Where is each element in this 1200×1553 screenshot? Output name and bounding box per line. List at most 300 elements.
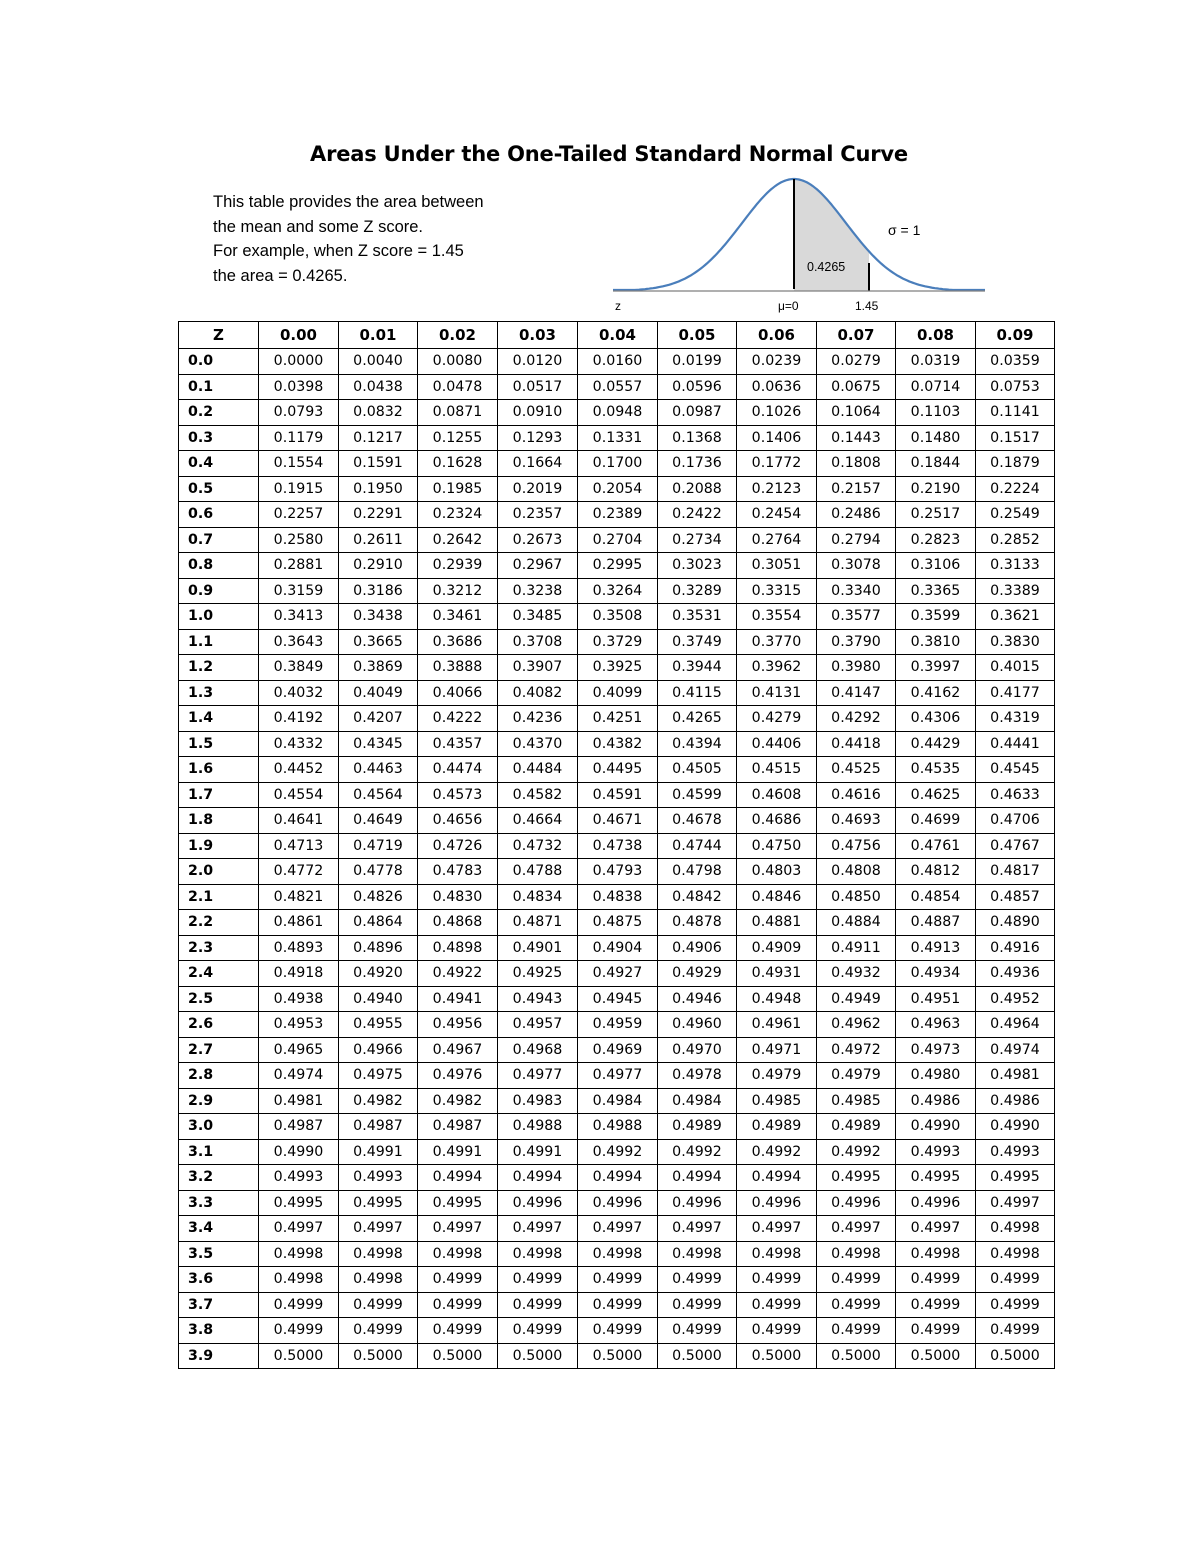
area-cell: 0.4706 bbox=[976, 808, 1055, 834]
area-cell: 0.4999 bbox=[498, 1267, 578, 1293]
area-cell: 0.4999 bbox=[658, 1292, 737, 1318]
area-cell: 0.1591 bbox=[339, 451, 418, 477]
area-cell: 0.1103 bbox=[896, 400, 976, 426]
area-cell: 0.4999 bbox=[976, 1267, 1055, 1293]
area-cell: 0.2517 bbox=[896, 502, 976, 528]
table-row bbox=[179, 1241, 1055, 1267]
area-cell: 0.4265 bbox=[658, 706, 737, 732]
area-cell: 0.4974 bbox=[976, 1037, 1055, 1063]
area-cell: 0.3078 bbox=[817, 553, 896, 579]
area-cell: 0.1293 bbox=[498, 425, 578, 451]
area-cell: 0.4649 bbox=[339, 808, 418, 834]
area-cell: 0.4981 bbox=[976, 1063, 1055, 1089]
area-cell: 0.4608 bbox=[737, 782, 817, 808]
area-cell: 0.4974 bbox=[259, 1063, 339, 1089]
area-cell: 0.2734 bbox=[658, 527, 737, 553]
area-cell: 0.4956 bbox=[418, 1012, 498, 1038]
area-cell: 0.4996 bbox=[498, 1190, 578, 1216]
area-cell: 0.4896 bbox=[339, 935, 418, 961]
area-cell: 0.1217 bbox=[339, 425, 418, 451]
area-cell: 0.4977 bbox=[498, 1063, 578, 1089]
z-value-cell: 2.6 bbox=[179, 1012, 259, 1038]
area-cell: 0.4884 bbox=[817, 910, 896, 936]
z-value-cell: 3.3 bbox=[179, 1190, 259, 1216]
area-cell: 0.1736 bbox=[658, 451, 737, 477]
table-row bbox=[179, 1318, 1055, 1344]
area-cell: 0.4996 bbox=[578, 1190, 658, 1216]
area-cell: 0.4943 bbox=[498, 986, 578, 1012]
area-cell: 0.4582 bbox=[498, 782, 578, 808]
area-cell: 0.4971 bbox=[737, 1037, 817, 1063]
area-cell: 0.4463 bbox=[339, 757, 418, 783]
table-row bbox=[179, 1114, 1055, 1140]
area-cell: 0.4998 bbox=[339, 1241, 418, 1267]
z-value-cell: 2.2 bbox=[179, 910, 259, 936]
area-cell: 0.0832 bbox=[339, 400, 418, 426]
area-cell: 0.1844 bbox=[896, 451, 976, 477]
z-value-cell: 1.9 bbox=[179, 833, 259, 859]
table-row bbox=[179, 1088, 1055, 1114]
area-cell: 0.4999 bbox=[658, 1267, 737, 1293]
area-cell: 0.3531 bbox=[658, 604, 737, 630]
area-cell: 0.4099 bbox=[578, 680, 658, 706]
area-cell: 0.4992 bbox=[817, 1139, 896, 1165]
table-row bbox=[179, 1216, 1055, 1242]
z-value-cell: 1.3 bbox=[179, 680, 259, 706]
area-cell: 0.2910 bbox=[339, 553, 418, 579]
z-value-cell: 3.0 bbox=[179, 1114, 259, 1140]
area-cell: 0.4966 bbox=[339, 1037, 418, 1063]
z-value-cell: 2.0 bbox=[179, 859, 259, 885]
area-cell: 0.4901 bbox=[498, 935, 578, 961]
area-cell: 0.2422 bbox=[658, 502, 737, 528]
area-cell: 0.0279 bbox=[817, 349, 896, 375]
table-row bbox=[179, 782, 1055, 808]
area-cell: 0.3888 bbox=[418, 655, 498, 681]
area-cell: 0.3749 bbox=[658, 629, 737, 655]
area-cell: 0.4984 bbox=[578, 1088, 658, 1114]
area-cell: 0.4983 bbox=[498, 1088, 578, 1114]
z-value-cell: 0.1 bbox=[179, 374, 259, 400]
area-cell: 0.4826 bbox=[339, 884, 418, 910]
area-cell: 0.2611 bbox=[339, 527, 418, 553]
area-cell: 0.4834 bbox=[498, 884, 578, 910]
area-cell: 0.0398 bbox=[259, 374, 339, 400]
area-cell: 0.0478 bbox=[418, 374, 498, 400]
area-cell: 0.4474 bbox=[418, 757, 498, 783]
area-cell: 0.4868 bbox=[418, 910, 498, 936]
area-cell: 0.4999 bbox=[976, 1292, 1055, 1318]
table-row bbox=[179, 1292, 1055, 1318]
area-cell: 0.4999 bbox=[658, 1318, 737, 1344]
area-cell: 0.4535 bbox=[896, 757, 976, 783]
area-cell: 0.2019 bbox=[498, 476, 578, 502]
area-cell: 0.4995 bbox=[418, 1190, 498, 1216]
area-cell: 0.4975 bbox=[339, 1063, 418, 1089]
area-cell: 0.4429 bbox=[896, 731, 976, 757]
area-cell: 0.4505 bbox=[658, 757, 737, 783]
area-cell: 0.4984 bbox=[658, 1088, 737, 1114]
area-cell: 0.4664 bbox=[498, 808, 578, 834]
table-row bbox=[179, 476, 1055, 502]
intro-line: For example, when Z score = 1.45 bbox=[213, 242, 464, 260]
area-cell: 0.4778 bbox=[339, 859, 418, 885]
area-cell: 0.4418 bbox=[817, 731, 896, 757]
area-cell: 0.4992 bbox=[578, 1139, 658, 1165]
area-cell: 0.2580 bbox=[259, 527, 339, 553]
area-cell: 0.4319 bbox=[976, 706, 1055, 732]
area-cell: 0.4991 bbox=[339, 1139, 418, 1165]
area-cell: 0.3508 bbox=[578, 604, 658, 630]
area-cell: 0.4357 bbox=[418, 731, 498, 757]
area-cell: 0.4082 bbox=[498, 680, 578, 706]
area-cell: 0.3159 bbox=[259, 578, 339, 604]
area-cell: 0.2486 bbox=[817, 502, 896, 528]
area-cell: 0.3389 bbox=[976, 578, 1055, 604]
column-header: 0.09 bbox=[976, 322, 1055, 349]
area-cell: 0.4999 bbox=[418, 1318, 498, 1344]
table-row bbox=[179, 1267, 1055, 1293]
column-header: 0.04 bbox=[578, 322, 658, 349]
area-cell: 0.4406 bbox=[737, 731, 817, 757]
area-cell: 0.4948 bbox=[737, 986, 817, 1012]
area-cell: 0.4967 bbox=[418, 1037, 498, 1063]
area-cell: 0.4997 bbox=[578, 1216, 658, 1242]
area-cell: 0.3621 bbox=[976, 604, 1055, 630]
area-cell: 0.3849 bbox=[259, 655, 339, 681]
area-cell: 0.4988 bbox=[498, 1114, 578, 1140]
area-cell: 0.4997 bbox=[737, 1216, 817, 1242]
area-cell: 0.4945 bbox=[578, 986, 658, 1012]
area-cell: 0.4750 bbox=[737, 833, 817, 859]
area-cell: 0.4999 bbox=[339, 1318, 418, 1344]
area-cell: 0.4996 bbox=[896, 1190, 976, 1216]
z-value-cell: 0.4 bbox=[179, 451, 259, 477]
area-cell: 0.4959 bbox=[578, 1012, 658, 1038]
area-cell: 0.3643 bbox=[259, 629, 339, 655]
area-cell: 0.4941 bbox=[418, 986, 498, 1012]
area-cell: 0.4115 bbox=[658, 680, 737, 706]
area-cell: 0.3708 bbox=[498, 629, 578, 655]
area-cell: 0.4989 bbox=[737, 1114, 817, 1140]
column-header: 0.06 bbox=[737, 322, 817, 349]
area-cell: 0.4545 bbox=[976, 757, 1055, 783]
area-cell: 0.3830 bbox=[976, 629, 1055, 655]
area-cell: 0.4726 bbox=[418, 833, 498, 859]
area-cell: 0.4936 bbox=[976, 961, 1055, 987]
area-cell: 0.4713 bbox=[259, 833, 339, 859]
z-axis-label: z bbox=[615, 299, 621, 313]
area-cell: 0.0910 bbox=[498, 400, 578, 426]
area-cell: 0.4999 bbox=[817, 1292, 896, 1318]
area-cell: 0.4999 bbox=[498, 1292, 578, 1318]
area-cell: 0.4993 bbox=[339, 1165, 418, 1191]
area-cell: 0.4306 bbox=[896, 706, 976, 732]
area-cell: 0.3212 bbox=[418, 578, 498, 604]
area-cell: 0.3133 bbox=[976, 553, 1055, 579]
table-row bbox=[179, 680, 1055, 706]
area-cell: 0.4999 bbox=[737, 1267, 817, 1293]
area-cell: 0.0557 bbox=[578, 374, 658, 400]
area-cell: 0.2995 bbox=[578, 553, 658, 579]
area-cell: 0.4756 bbox=[817, 833, 896, 859]
area-cell: 0.4999 bbox=[896, 1267, 976, 1293]
area-cell: 0.4957 bbox=[498, 1012, 578, 1038]
area-cell: 0.2123 bbox=[737, 476, 817, 502]
area-cell: 0.3289 bbox=[658, 578, 737, 604]
z-value-cell: 3.5 bbox=[179, 1241, 259, 1267]
area-cell: 0.4625 bbox=[896, 782, 976, 808]
area-cell: 0.5000 bbox=[896, 1343, 976, 1369]
area-cell: 0.4960 bbox=[658, 1012, 737, 1038]
area-cell: 0.2190 bbox=[896, 476, 976, 502]
area-cell: 0.4515 bbox=[737, 757, 817, 783]
area-cell: 0.4953 bbox=[259, 1012, 339, 1038]
area-cell: 0.3554 bbox=[737, 604, 817, 630]
area-cell: 0.4927 bbox=[578, 961, 658, 987]
area-cell: 0.2764 bbox=[737, 527, 817, 553]
z-value-cell: 3.7 bbox=[179, 1292, 259, 1318]
area-cell: 0.4992 bbox=[737, 1139, 817, 1165]
area-cell: 0.2357 bbox=[498, 502, 578, 528]
column-header: 0.00 bbox=[259, 322, 339, 349]
area-cell: 0.4049 bbox=[339, 680, 418, 706]
z-value-cell: 0.5 bbox=[179, 476, 259, 502]
area-cell: 0.1179 bbox=[259, 425, 339, 451]
area-cell: 0.4998 bbox=[817, 1241, 896, 1267]
area-cell: 0.4998 bbox=[737, 1241, 817, 1267]
area-cell: 0.4906 bbox=[658, 935, 737, 961]
area-cell: 0.4830 bbox=[418, 884, 498, 910]
area-cell: 0.4918 bbox=[259, 961, 339, 987]
area-cell: 0.4744 bbox=[658, 833, 737, 859]
area-cell: 0.1554 bbox=[259, 451, 339, 477]
area-cell: 0.4441 bbox=[976, 731, 1055, 757]
area-cell: 0.2054 bbox=[578, 476, 658, 502]
area-cell: 0.2794 bbox=[817, 527, 896, 553]
area-cell: 0.4913 bbox=[896, 935, 976, 961]
area-cell: 0.2704 bbox=[578, 527, 658, 553]
area-cell: 0.0675 bbox=[817, 374, 896, 400]
area-cell: 0.4951 bbox=[896, 986, 976, 1012]
table-row bbox=[179, 1037, 1055, 1063]
area-cell: 0.4979 bbox=[737, 1063, 817, 1089]
z-value-cell: 2.3 bbox=[179, 935, 259, 961]
area-cell: 0.4999 bbox=[976, 1318, 1055, 1344]
area-cell: 0.0120 bbox=[498, 349, 578, 375]
area-cell: 0.4998 bbox=[658, 1241, 737, 1267]
area-cell: 0.4978 bbox=[658, 1063, 737, 1089]
area-cell: 0.3315 bbox=[737, 578, 817, 604]
table-row bbox=[179, 706, 1055, 732]
area-cell: 0.4929 bbox=[658, 961, 737, 987]
area-cell: 0.2549 bbox=[976, 502, 1055, 528]
area-cell: 0.4821 bbox=[259, 884, 339, 910]
area-cell: 0.4803 bbox=[737, 859, 817, 885]
area-cell: 0.0359 bbox=[976, 349, 1055, 375]
area-cell: 0.4999 bbox=[418, 1292, 498, 1318]
area-cell: 0.4994 bbox=[737, 1165, 817, 1191]
column-header: 0.08 bbox=[896, 322, 976, 349]
area-cell: 0.4699 bbox=[896, 808, 976, 834]
area-cell: 0.4693 bbox=[817, 808, 896, 834]
area-cell: 0.4995 bbox=[817, 1165, 896, 1191]
area-cell: 0.4525 bbox=[817, 757, 896, 783]
area-cell: 0.4015 bbox=[976, 655, 1055, 681]
area-cell: 0.4999 bbox=[259, 1292, 339, 1318]
area-cell: 0.4952 bbox=[976, 986, 1055, 1012]
area-cell: 0.4932 bbox=[817, 961, 896, 987]
area-cell: 0.3962 bbox=[737, 655, 817, 681]
area-cell: 0.4965 bbox=[259, 1037, 339, 1063]
table-row bbox=[179, 935, 1055, 961]
area-cell: 0.4641 bbox=[259, 808, 339, 834]
area-cell: 0.4732 bbox=[498, 833, 578, 859]
area-cell: 0.3599 bbox=[896, 604, 976, 630]
area-cell: 0.4878 bbox=[658, 910, 737, 936]
area-cell: 0.4332 bbox=[259, 731, 339, 757]
area-cell: 0.4783 bbox=[418, 859, 498, 885]
z-value-cell: 1.5 bbox=[179, 731, 259, 757]
page-title: Areas Under the One-Tailed Standard Normal Curve bbox=[310, 142, 908, 166]
area-cell: 0.3907 bbox=[498, 655, 578, 681]
area-cell: 0.1772 bbox=[737, 451, 817, 477]
area-cell: 0.4147 bbox=[817, 680, 896, 706]
z-value-cell: 3.8 bbox=[179, 1318, 259, 1344]
area-cell: 0.4999 bbox=[578, 1292, 658, 1318]
normal-curve-diagram bbox=[605, 170, 995, 315]
table-row bbox=[179, 604, 1055, 630]
area-cell: 0.4972 bbox=[817, 1037, 896, 1063]
area-cell: 0.2939 bbox=[418, 553, 498, 579]
area-cell: 0.4996 bbox=[737, 1190, 817, 1216]
z-value-cell: 1.8 bbox=[179, 808, 259, 834]
area-cell: 0.4236 bbox=[498, 706, 578, 732]
area-cell: 0.1664 bbox=[498, 451, 578, 477]
area-cell: 0.0714 bbox=[896, 374, 976, 400]
area-cell: 0.4999 bbox=[737, 1292, 817, 1318]
area-cell: 0.4973 bbox=[896, 1037, 976, 1063]
area-cell: 0.4995 bbox=[259, 1190, 339, 1216]
area-cell: 0.4678 bbox=[658, 808, 737, 834]
area-cell: 0.4686 bbox=[737, 808, 817, 834]
area-cell: 0.4573 bbox=[418, 782, 498, 808]
mu-label: μ=0 bbox=[778, 299, 799, 313]
area-cell: 0.5000 bbox=[418, 1343, 498, 1369]
area-cell: 0.4986 bbox=[896, 1088, 976, 1114]
area-cell: 0.4890 bbox=[976, 910, 1055, 936]
area-cell: 0.4997 bbox=[418, 1216, 498, 1242]
area-cell: 0.1141 bbox=[976, 400, 1055, 426]
area-cell: 0.3023 bbox=[658, 553, 737, 579]
area-cell: 0.4898 bbox=[418, 935, 498, 961]
area-cell: 0.4981 bbox=[259, 1088, 339, 1114]
area-cell: 0.3944 bbox=[658, 655, 737, 681]
area-cell: 0.4964 bbox=[976, 1012, 1055, 1038]
area-cell: 0.0319 bbox=[896, 349, 976, 375]
area-cell: 0.4999 bbox=[339, 1292, 418, 1318]
area-cell: 0.4999 bbox=[578, 1267, 658, 1293]
area-cell: 0.4633 bbox=[976, 782, 1055, 808]
shaded-area bbox=[794, 179, 869, 291]
area-cell: 0.4808 bbox=[817, 859, 896, 885]
area-cell: 0.4909 bbox=[737, 935, 817, 961]
area-cell: 0.4192 bbox=[259, 706, 339, 732]
area-cell: 0.4999 bbox=[259, 1318, 339, 1344]
area-cell: 0.4671 bbox=[578, 808, 658, 834]
area-cell: 0.4854 bbox=[896, 884, 976, 910]
table-row bbox=[179, 986, 1055, 1012]
area-cell: 0.4982 bbox=[418, 1088, 498, 1114]
area-cell: 0.4934 bbox=[896, 961, 976, 987]
sigma-label: σ = 1 bbox=[888, 222, 921, 238]
area-cell: 0.4616 bbox=[817, 782, 896, 808]
area-cell: 0.3925 bbox=[578, 655, 658, 681]
area-cell: 0.1064 bbox=[817, 400, 896, 426]
area-cell: 0.4911 bbox=[817, 935, 896, 961]
area-cell: 0.4995 bbox=[896, 1165, 976, 1191]
area-cell: 0.3238 bbox=[498, 578, 578, 604]
area-cell: 0.3729 bbox=[578, 629, 658, 655]
area-cell: 0.4968 bbox=[498, 1037, 578, 1063]
area-cell: 0.4994 bbox=[658, 1165, 737, 1191]
area-cell: 0.4938 bbox=[259, 986, 339, 1012]
area-cell: 0.4989 bbox=[817, 1114, 896, 1140]
area-cell: 0.4997 bbox=[896, 1216, 976, 1242]
z-column-header: Z bbox=[179, 322, 259, 349]
z-value-cell: 1.4 bbox=[179, 706, 259, 732]
table-row bbox=[179, 808, 1055, 834]
area-cell: 0.4738 bbox=[578, 833, 658, 859]
z-value-cell: 3.9 bbox=[179, 1343, 259, 1369]
area-cell: 0.4998 bbox=[339, 1267, 418, 1293]
area-cell: 0.1879 bbox=[976, 451, 1055, 477]
area-cell: 0.3997 bbox=[896, 655, 976, 681]
column-header: 0.01 bbox=[339, 322, 418, 349]
area-cell: 0.4904 bbox=[578, 935, 658, 961]
area-cell: 0.4977 bbox=[578, 1063, 658, 1089]
area-cell: 0.4989 bbox=[658, 1114, 737, 1140]
area-cell: 0.4452 bbox=[259, 757, 339, 783]
area-cell: 0.4982 bbox=[339, 1088, 418, 1114]
area-cell: 0.2324 bbox=[418, 502, 498, 528]
z-value-cell: 2.8 bbox=[179, 1063, 259, 1089]
z-value-cell: 2.9 bbox=[179, 1088, 259, 1114]
area-cell: 0.4812 bbox=[896, 859, 976, 885]
area-cell: 0.4994 bbox=[418, 1165, 498, 1191]
z-value-cell: 0.9 bbox=[179, 578, 259, 604]
area-cell: 0.3051 bbox=[737, 553, 817, 579]
area-cell: 0.4599 bbox=[658, 782, 737, 808]
area-cell: 0.4881 bbox=[737, 910, 817, 936]
area-cell: 0.1406 bbox=[737, 425, 817, 451]
area-cell: 0.4893 bbox=[259, 935, 339, 961]
area-cell: 0.1808 bbox=[817, 451, 896, 477]
table-row bbox=[179, 553, 1055, 579]
z-value-label: 1.45 bbox=[855, 299, 879, 313]
area-cell: 0.4995 bbox=[339, 1190, 418, 1216]
table-row bbox=[179, 1165, 1055, 1191]
area-cell: 0.4985 bbox=[817, 1088, 896, 1114]
area-cell: 0.4767 bbox=[976, 833, 1055, 859]
column-header: 0.02 bbox=[418, 322, 498, 349]
z-value-cell: 0.7 bbox=[179, 527, 259, 553]
area-cell: 0.1026 bbox=[737, 400, 817, 426]
area-cell: 0.4998 bbox=[259, 1241, 339, 1267]
area-cell: 0.4656 bbox=[418, 808, 498, 834]
area-cell: 0.5000 bbox=[737, 1343, 817, 1369]
area-cell: 0.3438 bbox=[339, 604, 418, 630]
